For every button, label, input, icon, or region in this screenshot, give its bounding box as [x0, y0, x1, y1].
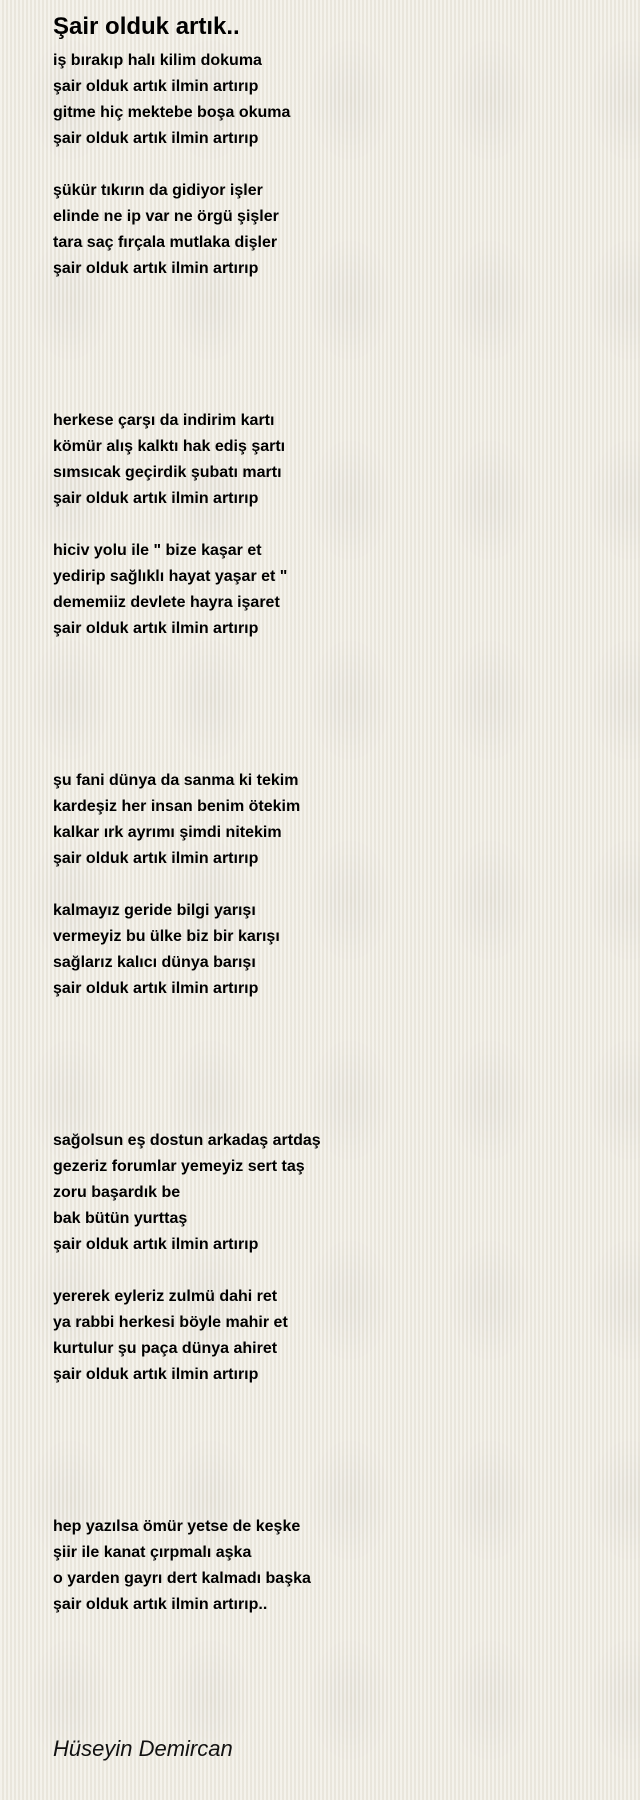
stanza: [53, 898, 613, 1002]
poem-line: o yarden gayrı dert kalmadı başka: [53, 1570, 311, 1587]
poem-line: kalmayız geride bilgi yarışı: [53, 902, 256, 919]
poem-line: bak bütün yurttaş: [53, 1210, 188, 1227]
poem-line: kalkar ırk ayrımı şimdi nitekim: [53, 824, 282, 841]
poem-line: yedirip sağlıklı hayat yaşar et ": [53, 568, 288, 585]
poem-line: dememiiz devlete hayra işaret: [53, 594, 280, 611]
section-spacer: [53, 1388, 613, 1514]
poem-line: şu fani dünya da sanma ki tekim: [53, 772, 299, 789]
poem-line: şair olduk artık ilmin artırıp..: [53, 1596, 268, 1613]
poem-line: şair olduk artık ilmin artırıp: [53, 130, 259, 147]
poem-title: Şair olduk artık..: [53, 13, 240, 40]
poem-line: elinde ne ip var ne örgü şişler: [53, 208, 279, 225]
section-spacer: [53, 282, 613, 408]
poem-line: kurtulur şu paça dünya ahiret: [53, 1340, 278, 1357]
poem-line: şair olduk artık ilmin artırıp: [53, 78, 259, 95]
poem-line: zoru başardık be: [53, 1184, 181, 1201]
author-name: Hüseyin Demircan: [53, 1736, 233, 1761]
poem-line: şair olduk artık ilmin artırıp: [53, 1236, 259, 1253]
stanza: [53, 408, 613, 512]
poem-line: şair olduk artık ilmin artırıp: [53, 490, 259, 507]
poem-line: gitme hiç mektebe boşa okuma: [53, 104, 291, 121]
stanza: [53, 768, 613, 872]
poem-line: şair olduk artık ilmin artırıp: [53, 1366, 259, 1383]
poem-line: ya rabbi herkesi böyle mahir et: [53, 1314, 288, 1331]
poem-line: sağolsun eş dostun arkadaş artdaş: [53, 1132, 321, 1149]
stanza: [53, 48, 613, 152]
poem-line: şair olduk artık ilmin artırıp: [53, 620, 259, 637]
poem-line: tara saç fırçala mutlaka dişler: [53, 234, 278, 251]
poem-line: şiir ile kanat çırpmalı aşka: [53, 1544, 252, 1561]
poem-line: kömür alış kalktı hak ediş şartı: [53, 438, 286, 455]
stanza: [53, 1284, 613, 1388]
poem-card: [53, 10, 613, 1618]
stanza: [53, 1514, 613, 1618]
stanza-spacer: [53, 872, 613, 898]
poem-line: herkese çarşı da indirim kartı: [53, 412, 275, 429]
section-spacer: [53, 642, 613, 768]
poem-line: şair olduk artık ilmin artırıp: [53, 980, 259, 997]
stanza: [53, 538, 613, 642]
poem-line: iş bırakıp halı kilim dokuma: [53, 52, 262, 69]
stanza-spacer: [53, 512, 613, 538]
poem-line: sımsıcak geçirdik şubatı martı: [53, 464, 282, 481]
poem-line: kardeşiz her insan benim ötekim: [53, 798, 301, 815]
poem-line: hep yazılsa ömür yetse de keşke: [53, 1518, 301, 1535]
poem-line: hiciv yolu ile " bize kaşar et: [53, 542, 262, 559]
poem-line: şair olduk artık ilmin artırıp: [53, 260, 259, 277]
poem-line: şükür tıkırın da gidiyor işler: [53, 182, 263, 199]
poem-line: yererek eyleriz zulmü dahi ret: [53, 1288, 278, 1305]
poem-line: gezeriz forumlar yemeyiz sert taş: [53, 1158, 305, 1175]
section-spacer: [53, 1002, 613, 1128]
stanza-spacer: [53, 152, 613, 178]
stanza: [53, 1128, 613, 1258]
stanza: [53, 178, 613, 282]
poem-line: vermeyiz bu ülke biz bir karışı: [53, 928, 280, 945]
poem-line: sağlarız kalıcı dünya barışı: [53, 954, 256, 971]
stanza-spacer: [53, 1258, 613, 1284]
poem-line: şair olduk artık ilmin artırıp: [53, 850, 259, 867]
